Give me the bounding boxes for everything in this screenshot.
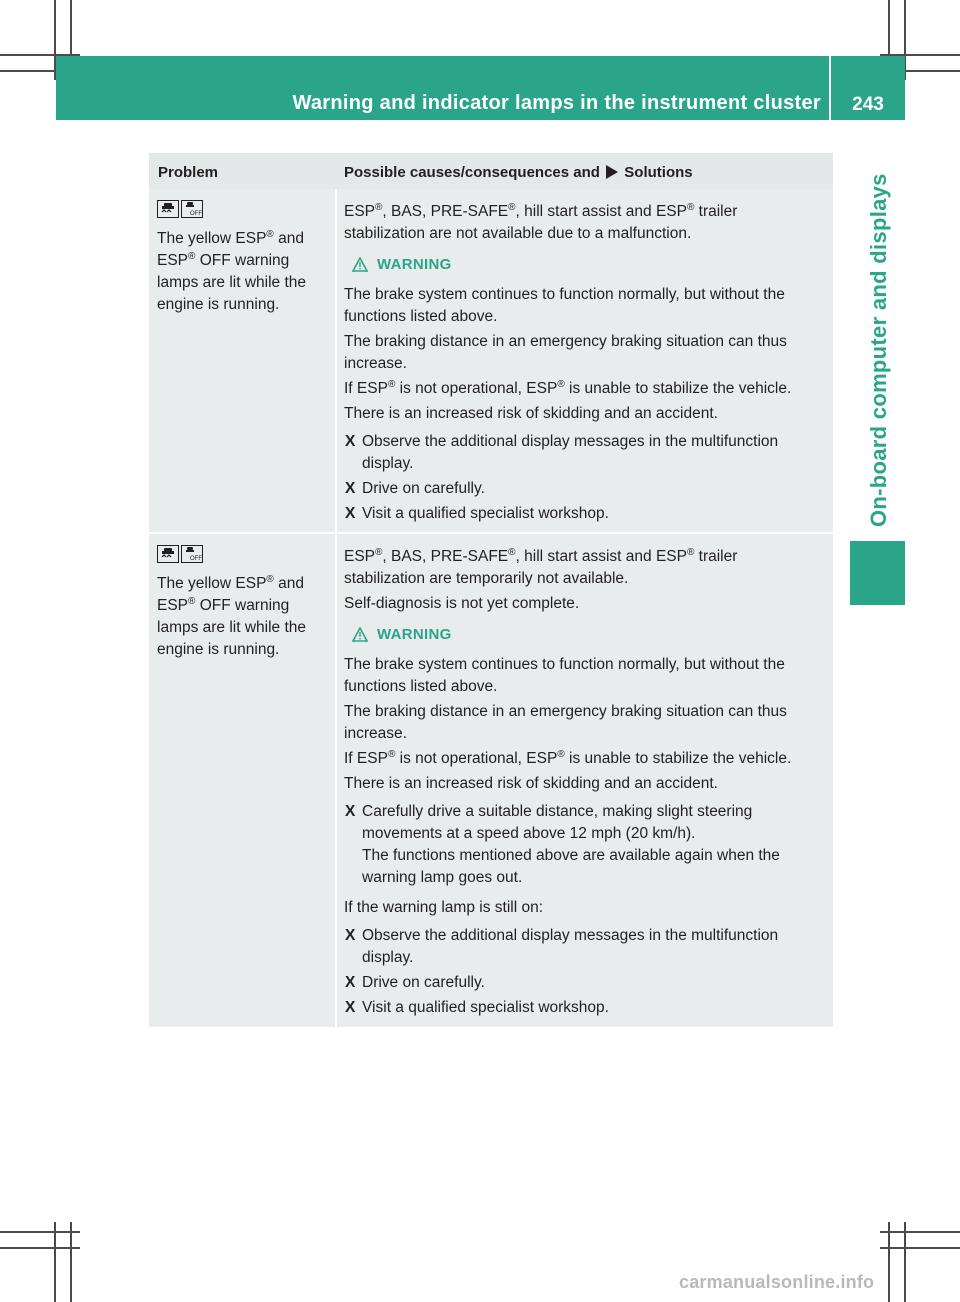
svg-text:OFF: OFF xyxy=(190,211,202,217)
esp-off-lamp-icon xyxy=(181,200,203,218)
page-number: 243 xyxy=(852,94,884,115)
bullet-x-icon: X xyxy=(345,999,356,1016)
esp-off-lamp-icon xyxy=(181,545,203,563)
bullet-x-icon: X xyxy=(345,927,356,944)
problem-text-line: The yellow ESP® and xyxy=(157,574,304,592)
crop-mark xyxy=(888,1222,890,1302)
bullet-x-icon: X xyxy=(345,974,356,991)
warning-text: The braking distance in an emergency braking situation can thus xyxy=(344,333,787,350)
bullet-x-icon: X xyxy=(345,480,356,497)
problem-cell xyxy=(149,189,335,532)
section-tab-label: On-board computer and displays xyxy=(866,173,891,527)
column-header-problem: Problem xyxy=(158,164,219,181)
instruction-item: X Drive on carefully. xyxy=(344,478,832,500)
column-header-causes xyxy=(344,164,693,181)
warning-text: The brake system continues to function normally, but without the xyxy=(344,656,785,673)
instruction-item: X Observe the additional display messages in the multifunction xyxy=(344,925,832,947)
crop-mark xyxy=(0,1247,80,1249)
cause-text: Self-diagnosis is not yet complete. xyxy=(344,595,580,612)
page-header xyxy=(56,56,905,120)
crop-mark xyxy=(904,1222,906,1302)
cause-text: stabilization are not available due to a malfunction. xyxy=(344,225,692,242)
problem-cell xyxy=(149,534,335,1027)
bullet-x-icon: X xyxy=(345,803,356,820)
warning-triangle-icon xyxy=(352,257,368,272)
bullet-x-icon: X xyxy=(345,505,356,522)
problem-text-line: lamps are lit while the xyxy=(157,274,307,291)
cause-text: If the warning lamp is still on: xyxy=(344,899,544,916)
instruction-item: X Visit a qualified specialist workshop. xyxy=(344,503,832,525)
lamp-icon-group xyxy=(157,200,203,218)
warning-text: There is an increased risk of skidding and an accident. xyxy=(344,405,718,422)
svg-text:OFF: OFF xyxy=(190,556,202,562)
instruction-item-cont: display. xyxy=(362,949,414,966)
instruction-item-cont: display. xyxy=(362,455,414,472)
crop-mark xyxy=(880,1247,960,1249)
instruction-item-cont: warning lamp goes out. xyxy=(362,869,523,886)
crop-mark xyxy=(54,1222,56,1302)
crop-mark xyxy=(880,1231,960,1233)
warning-text: The brake system continues to function normally, but without the xyxy=(344,286,785,303)
lamp-icon-group xyxy=(157,545,203,563)
warning-text: There is an increased risk of skidding and an accident. xyxy=(344,775,718,792)
warning-heading: WARNING xyxy=(352,256,452,273)
warning-text: If ESP® is not operational, ESP® is unable to stabilize the vehicle. xyxy=(344,749,792,767)
warning-text: The braking distance in an emergency braking situation can thus xyxy=(344,703,787,720)
bullet-x-icon: X xyxy=(345,433,356,450)
instruction-item: X Drive on carefully. xyxy=(344,972,832,994)
causes-cell xyxy=(337,189,833,532)
causes-cell xyxy=(337,534,833,1027)
problem-text-line: engine is running. xyxy=(157,641,280,658)
esp-warning-lamp-icon xyxy=(157,200,179,218)
problem-text-line: lamps are lit while the xyxy=(157,619,307,636)
column-header-solutions-text: Solutions xyxy=(624,164,693,181)
instruction-item: X Visit a qualified specialist workshop. xyxy=(344,997,832,1019)
warning-heading: WARNING xyxy=(352,626,452,643)
page-title: Warning and indicator lamps in the instrument cluster xyxy=(292,92,821,114)
section-tab-block xyxy=(850,541,905,605)
esp-warning-lamp-icon xyxy=(157,545,179,563)
crop-mark xyxy=(0,1231,80,1233)
warning-text: functions listed above. xyxy=(344,678,498,695)
problem-text-line: ESP® OFF warning xyxy=(157,251,290,269)
problem-text-line: The yellow ESP® and xyxy=(157,229,304,247)
warning-text: functions listed above. xyxy=(344,308,498,325)
warning-text: increase. xyxy=(344,725,407,742)
problem-text-line: engine is running. xyxy=(157,296,280,313)
table-row xyxy=(149,534,833,1027)
header-divider xyxy=(829,56,831,120)
watermark: carmanualsonline.info xyxy=(679,1272,875,1292)
column-header-causes-text: Possible causes/consequences and xyxy=(344,164,600,181)
instruction-item-cont: movements at a speed above 12 mph (20 km/h). xyxy=(362,825,696,842)
crop-mark xyxy=(70,1222,72,1302)
warning-text: increase. xyxy=(344,355,407,372)
warning-text: If ESP® is not operational, ESP® is unable to stabilize the vehicle. xyxy=(344,379,792,397)
warning-triangle-icon xyxy=(352,627,368,642)
cause-text: ESP®, BAS, PRE-SAFE®, hill start assist and ESP® trailer xyxy=(344,547,738,565)
instruction-item-cont: The functions mentioned above are available again when the xyxy=(362,847,780,864)
table-header xyxy=(149,153,833,189)
triangle-arrow-icon xyxy=(606,165,618,179)
instruction-item: X Carefully drive a suitable distance, making slight steering xyxy=(344,801,832,823)
cause-text: stabilization are temporarily not available. xyxy=(344,570,629,587)
instruction-item: X Observe the additional display messages in the multifunction xyxy=(344,431,832,453)
cause-text: ESP®, BAS, PRE-SAFE®, hill start assist and ESP® trailer xyxy=(344,202,738,220)
problem-text-line: ESP® OFF warning xyxy=(157,596,290,614)
problem-table xyxy=(149,153,833,1027)
table-row xyxy=(149,189,833,532)
